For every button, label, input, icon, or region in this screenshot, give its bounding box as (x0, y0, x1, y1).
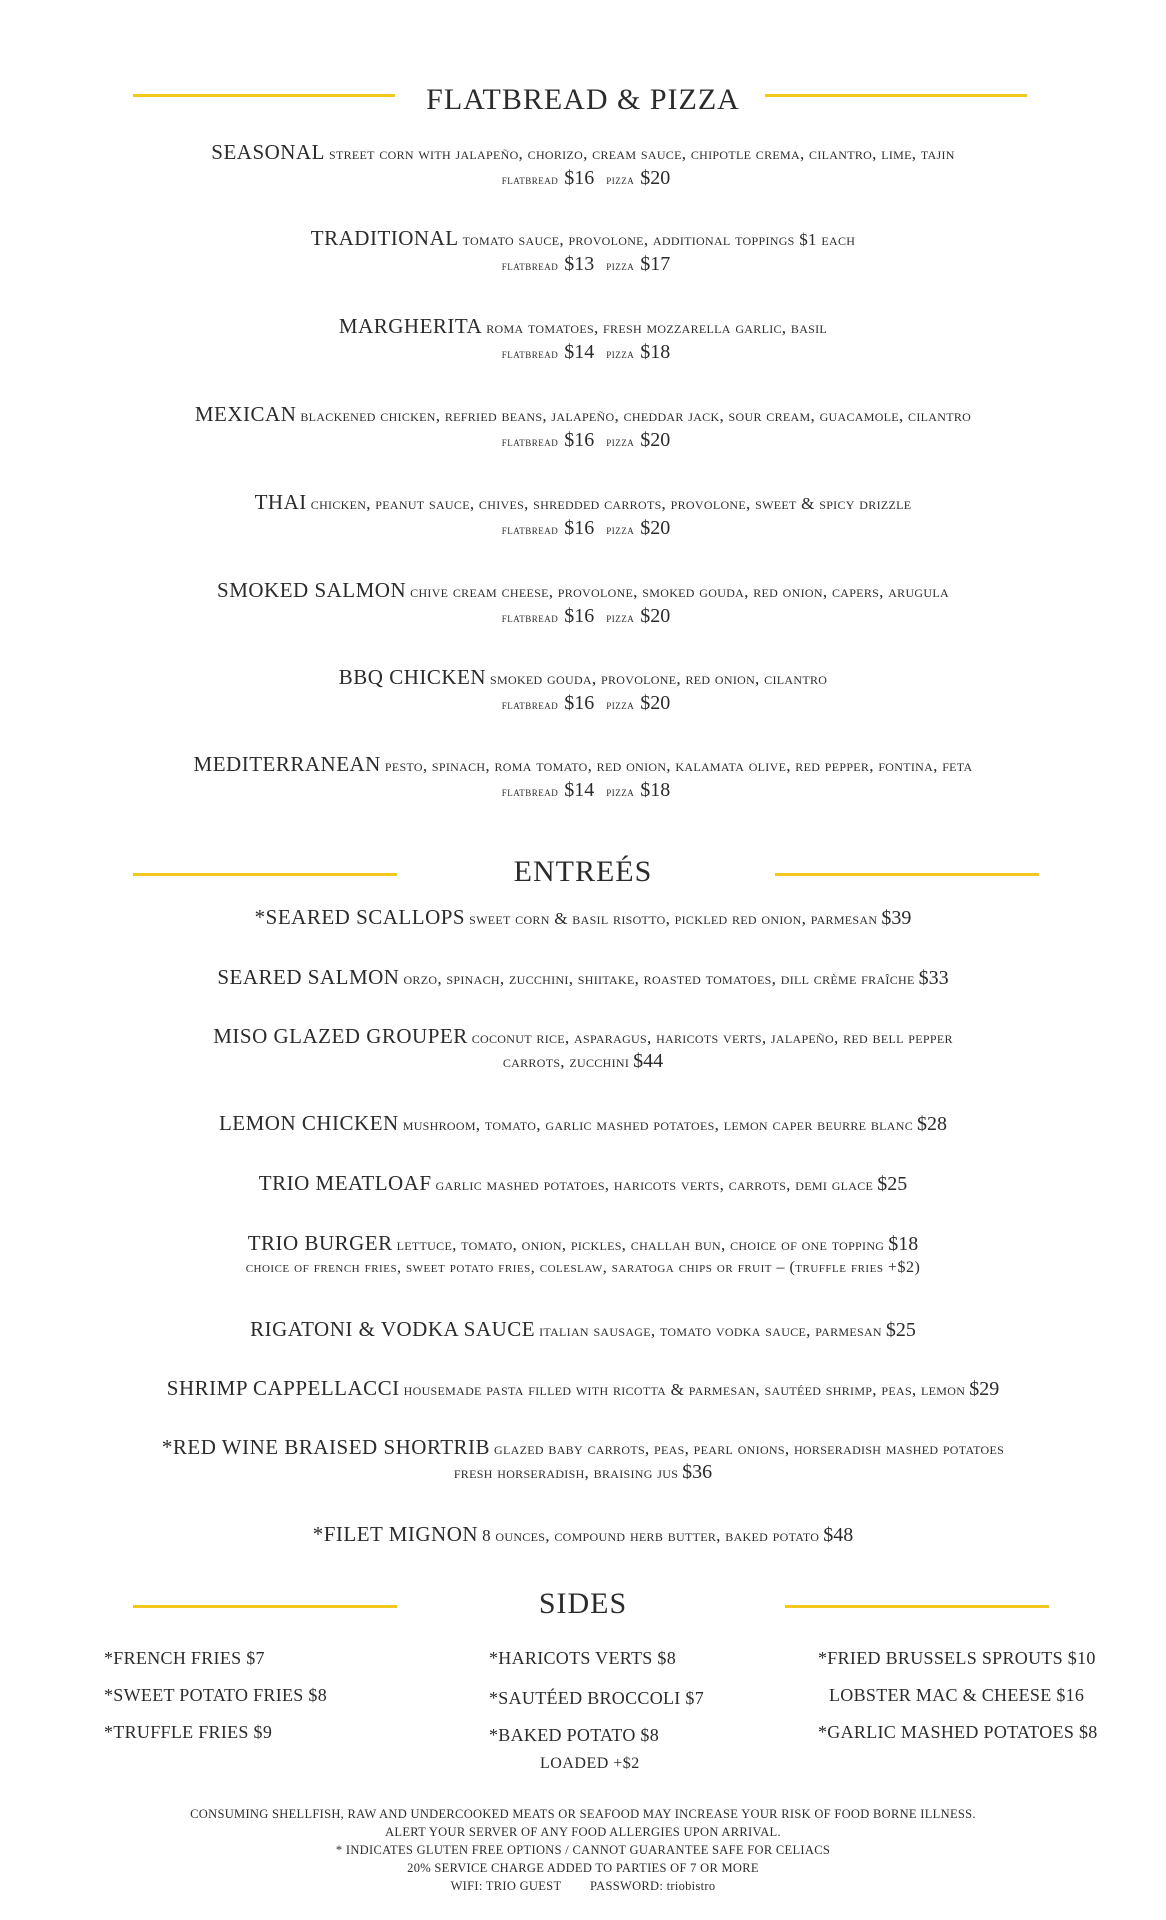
item-price: $25 (885, 1319, 916, 1341)
item-description: pesto, spinach, roma tomato, red onion, kalamata olive, red pepper, fontina, feta (384, 756, 973, 775)
pizza-item-prices (0, 341, 1166, 364)
item-name: MISO GLAZED GROUPER (213, 1024, 468, 1048)
item-description: garlic mashed potatoes, haricots verts, carrots, demi glace (435, 1175, 874, 1194)
item-description: blackened chicken, refried beans, jalapeño, cheddar jack, sour cream, guacamole, cilantro (300, 406, 972, 425)
item-description: coconut rice, asparagus, haricots verts, jalapeño, red bell pepper (471, 1028, 953, 1047)
item-name: SHRIMP CAPPELLACCI (166, 1376, 400, 1400)
side-item: *SWEET POTATO FRIES $8 (104, 1685, 328, 1705)
item-name: *FILET MIGNON (312, 1522, 479, 1546)
item-price: $36 (682, 1461, 713, 1484)
side-item: LOBSTER MAC & CHEESE $16 (829, 1685, 1085, 1705)
item-description: street corn with jalapeño, chorizo, cream sauce, chipotle crema, cilantro, lime, tajin (328, 144, 955, 163)
item-price: $25 (877, 1173, 908, 1195)
side-item: *TRUFFLE FRIES $9 (104, 1722, 273, 1742)
item-description-continued: fresh horseradish, braising jus (453, 1463, 679, 1483)
flatbread-label: flatbread (501, 784, 559, 799)
item-description: mushroom, tomato, garlic mashed potatoes, lemon caper beurre blanc (402, 1115, 914, 1134)
pizza-label: pizza (606, 258, 635, 273)
flatbread-price: $16 (564, 429, 595, 451)
entree-item (0, 1171, 1166, 1196)
flatbread-label: flatbread (501, 610, 559, 625)
item-name: RIGATONI & VODKA SAUCE (250, 1317, 536, 1341)
footer-wifi-line (0, 1877, 1166, 1895)
pizza-label: pizza (606, 784, 635, 799)
item-description: housemade pasta filled with ricotta & parmesan, sautéed shrimp, peas, lemon (403, 1380, 966, 1399)
item-description: 8 ounces, compound herb butter, baked potato (482, 1526, 820, 1545)
entree-item (0, 1522, 1166, 1547)
side-item: *FRENCH FRIES $7 (104, 1648, 265, 1668)
item-description: chive cream cheese, provolone, smoked gouda, red onion, capers, arugula (410, 582, 949, 601)
pizza-price: $20 (640, 167, 671, 189)
side-item: *GARLIC MASHED POTATOES $8 (818, 1722, 1098, 1742)
flatbread-label: flatbread (501, 434, 559, 449)
item-name: BBQ CHICKEN (338, 665, 487, 689)
side-item: *HARICOTS VERTS $8 (489, 1648, 677, 1668)
flatbread-price: $13 (564, 253, 595, 275)
flatbread-label: flatbread (501, 172, 559, 187)
entree-item (0, 1024, 1166, 1073)
entree-item (0, 1435, 1166, 1484)
wifi-password: triobistro (666, 1879, 716, 1893)
pizza-item (0, 578, 1166, 603)
item-description: orzo, spinach, zucchini, shiitake, roasted tomatoes, dill crème fraîche (403, 969, 915, 988)
item-price: $48 (823, 1524, 854, 1546)
pizza-item (0, 226, 1166, 251)
item-description: tomato sauce, provolone, additional toppings $1 each (462, 230, 856, 249)
footer-disclaimer (0, 1805, 1166, 1895)
pizza-price: $18 (640, 341, 671, 363)
pizza-label: pizza (606, 697, 635, 712)
pizza-price: $18 (640, 779, 671, 801)
flatbread-price: $16 (564, 692, 595, 714)
item-description: smoked gouda, provolone, red onion, cilantro (490, 669, 828, 688)
item-price: $44 (633, 1050, 664, 1073)
item-description: lettuce, tomato, onion, pickles, challah bun, choice of one topping (396, 1235, 885, 1254)
flatbread-label: flatbread (501, 346, 559, 361)
item-price: $28 (917, 1113, 948, 1135)
pizza-item (0, 140, 1166, 165)
side-item: *BAKED POTATO $8 (489, 1725, 660, 1745)
entree-item (0, 905, 1166, 930)
pizza-item (0, 490, 1166, 515)
wifi-password-label: PASSWORD: (590, 1879, 664, 1893)
item-name: SEASONAL (211, 140, 325, 164)
flatbread-price: $14 (564, 341, 595, 363)
item-name: MEDITERRANEAN (193, 752, 381, 776)
side-note-loaded: LOADED +$2 (540, 1755, 640, 1772)
entree-item (0, 965, 1166, 990)
item-description: glazed baby carrots, peas, pearl onions, horseradish mashed potatoes (494, 1439, 1005, 1458)
item-name: TRADITIONAL (310, 226, 459, 250)
pizza-item-prices (0, 167, 1166, 190)
pizza-price: $20 (640, 605, 671, 627)
item-price: $33 (918, 967, 949, 989)
flatbread-label: flatbread (501, 522, 559, 537)
flatbread-label: flatbread (501, 258, 559, 273)
flatbread-price: $14 (564, 779, 595, 801)
flatbread-price: $16 (564, 517, 595, 539)
flatbread-price: $16 (564, 167, 595, 189)
pizza-item (0, 665, 1166, 690)
section-title-pizza: FLATBREAD & PIZZA (426, 83, 740, 116)
item-price: $18 (888, 1233, 919, 1255)
item-price: $29 (969, 1378, 1000, 1400)
flatbread-label: flatbread (501, 697, 559, 712)
item-name: SEARED SALMON (217, 965, 400, 989)
footer-line: CONSUMING SHELLFISH, RAW AND UNDERCOOKED MEATS OR SEAFOOD MAY INCREASE YOUR RISK OF FOOD BORNE ILLNESS. (190, 1807, 976, 1821)
entree-item (0, 1376, 1166, 1401)
item-description-continued: carrots, zucchini (502, 1052, 630, 1072)
footer-line: * INDICATES GLUTEN FREE OPTIONS / CANNOT GUARANTEE SAFE FOR CELIACS (335, 1843, 831, 1857)
entree-item (0, 1111, 1166, 1136)
item-name: MARGHERITA (338, 314, 483, 338)
item-note: choice of french fries, sweet potato fries, coleslaw, saratoga chips or fruit – (truffle fries +$2) (245, 1259, 921, 1276)
entree-item (0, 1231, 1166, 1256)
pizza-label: pizza (606, 434, 635, 449)
section-title-entrees: ENTREÉS (513, 855, 653, 888)
pizza-item-prices (0, 517, 1166, 540)
section-title-sides: SIDES (538, 1587, 628, 1620)
pizza-label: pizza (606, 610, 635, 625)
item-description: roma tomatoes, fresh mozzarella garlic, basil (486, 318, 828, 337)
pizza-label: pizza (606, 522, 635, 537)
pizza-item-prices (0, 253, 1166, 276)
pizza-item (0, 314, 1166, 339)
pizza-item (0, 402, 1166, 427)
pizza-item-prices (0, 429, 1166, 452)
item-name: MEXICAN (194, 402, 297, 426)
pizza-item-prices (0, 779, 1166, 802)
pizza-item-prices (0, 692, 1166, 715)
footer-line: ALERT YOUR SERVER OF ANY FOOD ALLERGIES UPON ARRIVAL. (385, 1825, 781, 1839)
item-name: LEMON CHICKEN (218, 1111, 399, 1135)
item-name: THAI (254, 490, 307, 514)
wifi-network: WIFI: TRIO GUEST (450, 1879, 562, 1893)
pizza-price: $20 (640, 429, 671, 451)
item-description: italian sausage, tomato vodka sauce, parmesan (539, 1321, 882, 1340)
item-name: SMOKED SALMON (217, 578, 407, 602)
pizza-label: pizza (606, 172, 635, 187)
pizza-item (0, 752, 1166, 777)
item-name: *SEARED SCALLOPS (254, 905, 466, 929)
side-item: *SAUTÉED BROCCOLI $7 (489, 1688, 705, 1708)
item-name: TRIO BURGER (247, 1231, 393, 1255)
pizza-price: $17 (640, 253, 671, 275)
item-description: sweet corn & basil risotto, pickled red onion, parmesan (469, 909, 878, 928)
pizza-item-prices (0, 605, 1166, 628)
entree-item (0, 1317, 1166, 1342)
item-name: *RED WINE BRAISED SHORTRIB (161, 1435, 491, 1459)
item-description: chicken, peanut sauce, chives, shredded carrots, provolone, sweet & spicy drizzle (310, 494, 912, 513)
pizza-price: $20 (640, 517, 671, 539)
side-item: *FRIED BRUSSELS SPROUTS $10 (818, 1648, 1096, 1668)
pizza-label: pizza (606, 346, 635, 361)
item-price: $39 (881, 907, 912, 929)
flatbread-price: $16 (564, 605, 595, 627)
item-name: TRIO MEATLOAF (258, 1171, 432, 1195)
footer-line: 20% SERVICE CHARGE ADDED TO PARTIES OF 7 OR MORE (407, 1861, 759, 1875)
pizza-price: $20 (640, 692, 671, 714)
